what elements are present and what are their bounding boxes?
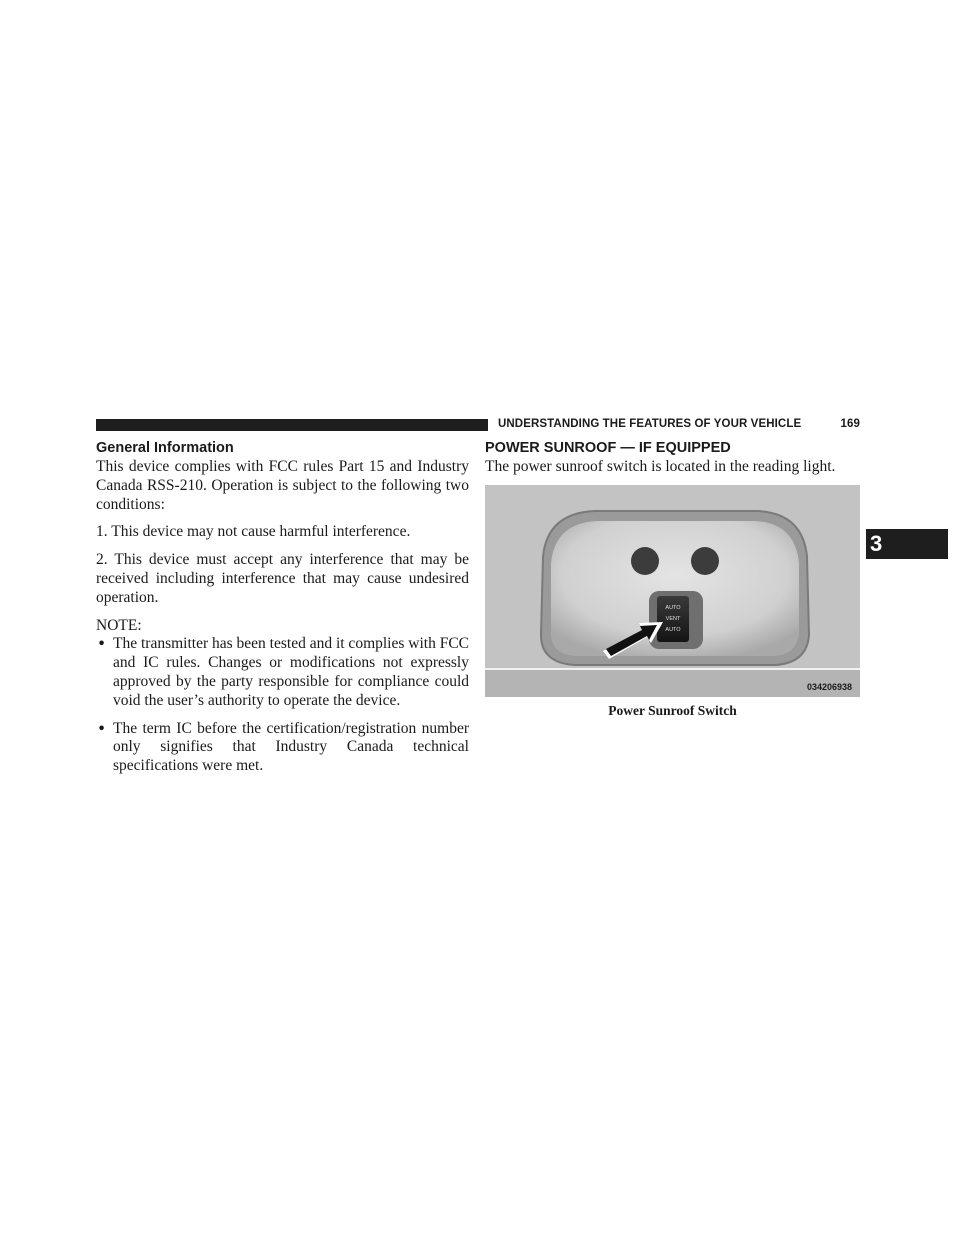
svg-text:VENT: VENT [665,615,681,622]
chapter-tab: 3 [866,529,948,559]
right-column [485,438,860,719]
running-header [498,418,860,430]
sunroof-body: The power sunroof switch is located in the reading light. [485,458,836,475]
note-text: The term IC before the certification/registration number only signifies that Industry Canada technical specifications were met. [113,719,469,775]
image-code: 034206938 [806,681,852,692]
bullet-icon: • [97,719,107,738]
svg-text:AUTO: AUTO [665,626,681,633]
note-label: NOTE: [96,616,142,634]
bullet-icon: • [97,635,107,654]
header-rule [96,419,488,431]
condition-2: 2. This device must accept any interference that may be received including interference that may cause undesired operation. [96,551,469,606]
sunroof-switch-photo [485,485,860,697]
svg-text:AUTO: AUTO [665,604,681,611]
left-column [96,438,469,785]
note-text: The transmitter has been tested and it complies with FCC and IC rules. Changes or modifications not expressly approved by the party responsible for compliance could void the user’s authority to operate the device. [113,635,470,709]
page-number: 169 [840,418,860,430]
reading-light-illustration [485,485,860,697]
note-item [96,635,469,710]
figure-caption: Power Sunroof Switch [608,702,737,718]
intro-paragraph: This device complies with FCC rules Part 15 and Industry Canada RSS-210. Operation is subject to the following two conditions: [96,458,469,513]
note-list [96,635,469,776]
note-item [96,720,469,776]
condition-1: 1. This device may not cause harmful interference. [96,523,411,541]
power-sunroof-heading: POWER SUNROOF — IF EQUIPPED [485,440,731,456]
section-title: UNDERSTANDING THE FEATURES OF YOUR VEHICLE [498,418,802,430]
general-information-heading: General Information [96,440,234,456]
